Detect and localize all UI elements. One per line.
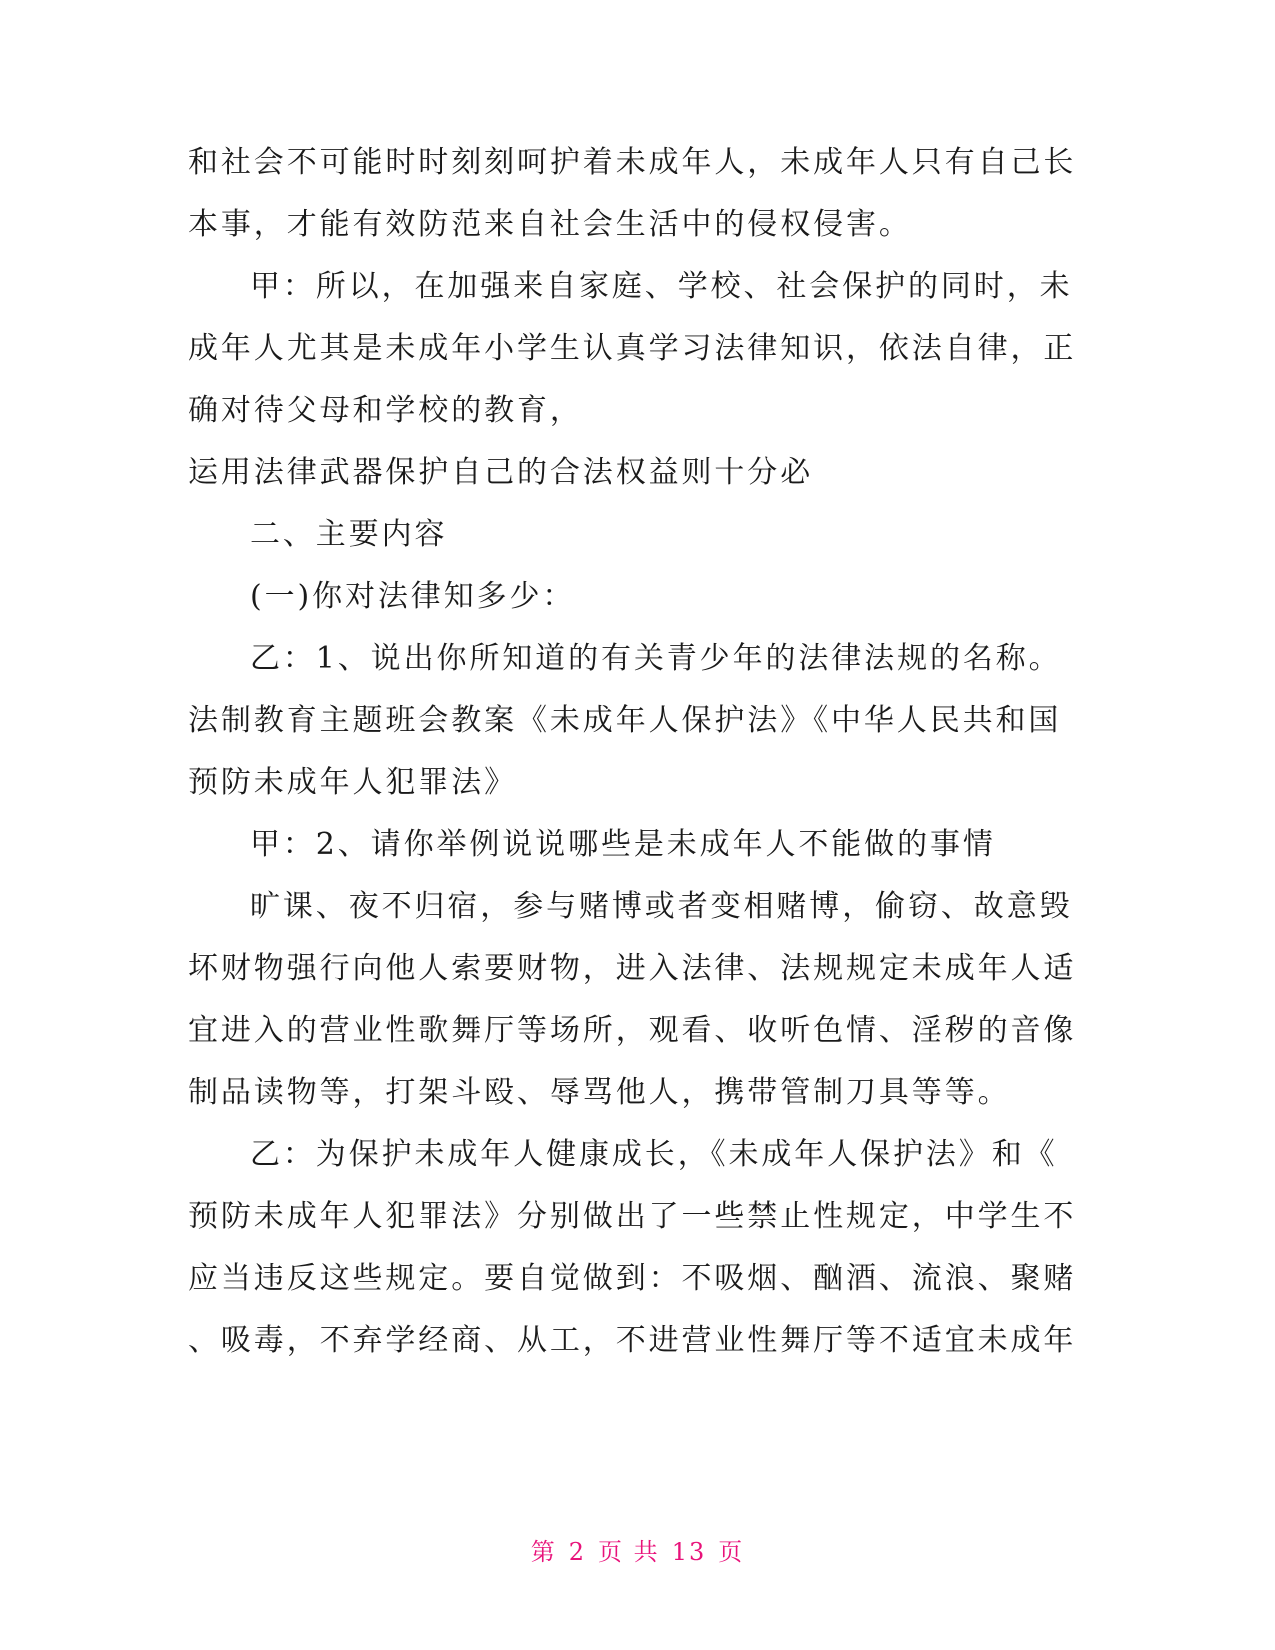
text-line: 预防未成年人犯罪法》 [188,765,517,800]
footer-middle: 页 共 [598,1538,660,1566]
section-heading: 二、主要内容 [250,517,448,552]
text-line: 坏财物强行向他人索要财物，进入法律、法规规定未成年人适 [188,951,1077,986]
text-line: 旷课、夜不归宿，参与赌博或者变相赌博，偷窃、故意毁 [250,889,1073,924]
text-line: 预防未成年人犯罪法》分别做出了一些禁止性规定，中学生不 [188,1199,1077,1234]
current-page-number: 2 [568,1538,587,1566]
page-footer [0,1532,1275,1567]
text-line: 运用法律武器保护自己的合法权益则十分必 [188,455,814,490]
text-line: 应当违反这些规定。要自觉做到：不吸烟、酗酒、流浪、聚赌 [188,1261,1077,1296]
text-line: 乙：1、说出你所知道的有关青少年的法律法规的名称。 [250,641,1062,676]
text-line: 和社会不可能时时刻刻呵护着未成年人，未成年人只有自己长 [188,145,1077,180]
text-line: 乙：为保护未成年人健康成长，《未成年人保护法》和《 [250,1137,1058,1172]
footer-prefix: 第 [530,1538,557,1566]
text-line: 法制教育主题班会教案《未成年人保护法》《中华人民共和国 [188,703,1062,738]
text-line: 成年人尤其是未成年小学生认真学习法律知识，依法自律，正 [188,331,1077,366]
text-line: 甲：2、请你举例说说哪些是未成年人不能做的事情 [250,827,996,862]
footer-suffix: 页 [718,1538,745,1566]
text-line: 确对待父母和学校的教育， [188,393,583,428]
text-line: 本事，才能有效防范来自社会生活中的侵权侵害。 [188,207,912,242]
total-pages-number: 13 [671,1538,707,1566]
text-line: 、吸毒，不弃学经商、从工，不进营业性舞厅等不适宜未成年 [188,1323,1077,1358]
subsection-heading: (一)你对法律知多少： [250,579,576,614]
text-line: 宜进入的营业性歌舞厅等场所，观看、收听色情、淫秽的音像 [188,1013,1077,1048]
text-line: 制品读物等，打架斗殴、辱骂他人，携带管制刀具等等。 [188,1075,1011,1110]
text-line: 甲：所以，在加强来自家庭、学校、社会保护的同时，未 [250,269,1073,304]
